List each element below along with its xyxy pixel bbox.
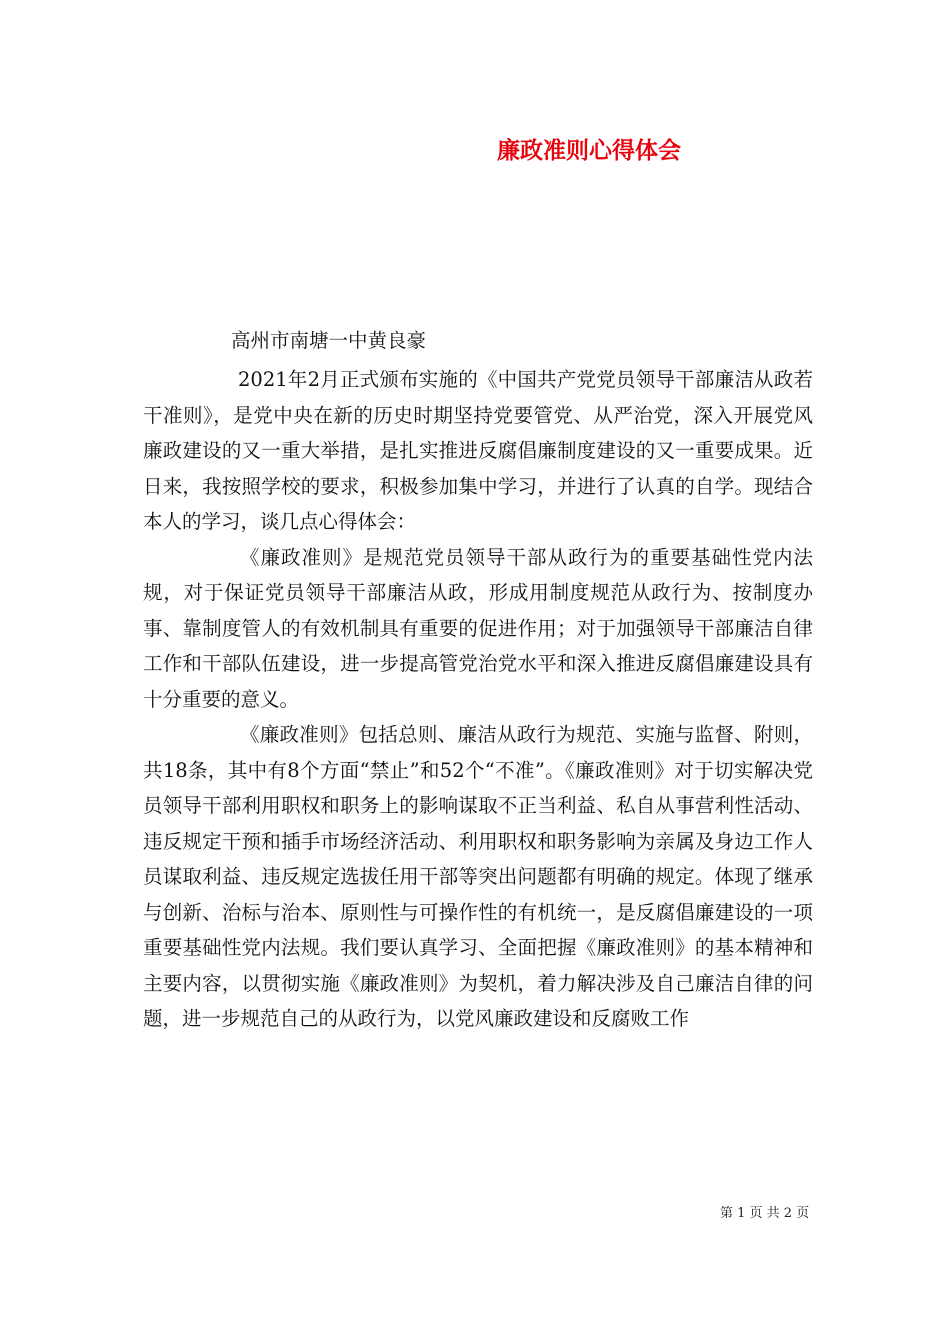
paragraph: 2021年2月正式颁布实施的《中国共产党党员领导干部廉洁从政若干准则》，是党中央在新的历史时期坚持党要管党、从严治党，深入开展党风廉政建设的又一重大举措，是扎实推进反腐倡廉制度建设的又一重要成果。近日来，我按照学校的要求，积极参加集中学习，并进行了认真的自学。现结合本人的学习，谈几点心得体会：: [143, 368, 813, 533]
paragraph: 《廉政准则》是规范党员领导干部从政行为的重要基础性党内法规，对于保证党员领导干部廉洁从政，形成用制度规范从政行为、按制度办事、靠制度管人的有效机制具有重要的促进作用；对于加强领导干部廉洁自律工作和干部队伍建设，进一步提高管党治党水平和深入推进反腐倡廉建设具有十分重要的意义。: [143, 545, 813, 711]
paragraph: 《廉政准则》包括总则、廉洁从政行为规范、实施与监督、附则，共18条，其中有8个方面“禁止”和52个“不准”。《廉政准则》对于切实解决党员领导干部利用职权和职务上的影响谋取不正当利益、私自从事营利性活动、违反规定干预和插手市场经济活动、利用职权和职务影响为亲属及身边工作人员谋取利益、违反规定选拔任用干部等突出问题都有明确的规定。体现了继承与创新、治标与治本、原则性与可操作性的有机统一，是反腐倡廉建设的一项重要基础性党内法规。我们要认真学习、全面把握《廉政准则》的基本精神和主要内容，以贯彻实施《廉政准则》为契机，着力解决涉及自己廉洁自律的问题，进一步规范自己的从政行为，以党风廉政建设和反腐败工作: [143, 723, 813, 1030]
author-line: 高州市南塘一中黄良豪: [231, 329, 427, 352]
document-body: [143, 362, 813, 1037]
page-number: 第 1 页 共 2 页: [720, 1206, 810, 1221]
document-title: 廉政准则心得体会: [497, 137, 681, 164]
